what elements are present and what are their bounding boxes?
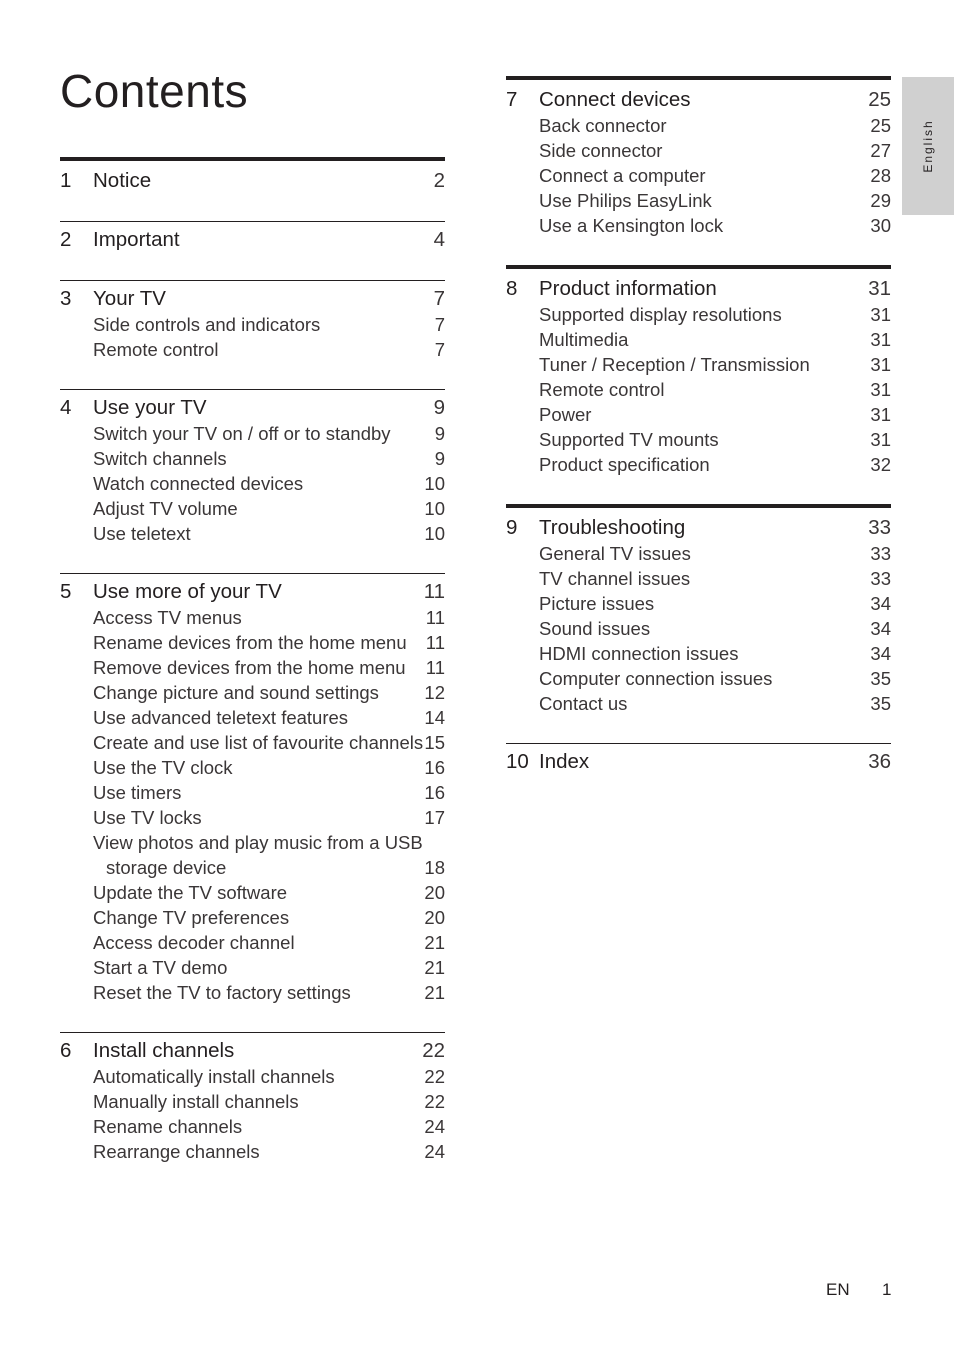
chapter-page-number: 31 bbox=[868, 277, 891, 300]
chapter-number: 5 bbox=[60, 580, 72, 603]
entry-page-number: 27 bbox=[870, 140, 891, 161]
toc-entry[interactable] bbox=[60, 655, 445, 680]
chapter-number: 10 bbox=[506, 750, 529, 773]
toc-entry[interactable] bbox=[506, 163, 891, 188]
toc-entry[interactable] bbox=[60, 930, 445, 955]
entry-title: Reset the TV to factory settings bbox=[93, 982, 351, 1003]
language-tab-label: English bbox=[921, 119, 935, 173]
entry-page-number: 34 bbox=[870, 618, 891, 639]
chapter-title: Index bbox=[539, 750, 590, 773]
entry-title: Connect a computer bbox=[539, 165, 706, 186]
toc-chapter-entry[interactable] bbox=[506, 749, 891, 775]
entry-title: View photos and play music from a USB bbox=[93, 832, 423, 853]
toc-entry[interactable] bbox=[506, 377, 891, 402]
chapter-number: 8 bbox=[506, 277, 518, 300]
entry-page-number: 14 bbox=[424, 707, 445, 728]
toc-entry[interactable] bbox=[60, 312, 445, 337]
toc-chapter-entry[interactable] bbox=[506, 276, 891, 302]
entry-title: Change picture and sound settings bbox=[93, 682, 379, 703]
toc-entry[interactable] bbox=[60, 905, 445, 930]
entry-page-number: 34 bbox=[870, 593, 891, 614]
toc-chapter-entry[interactable] bbox=[60, 168, 445, 194]
entry-title: Manually install channels bbox=[93, 1091, 299, 1112]
toc-section bbox=[60, 221, 445, 253]
chapter-page-number: 4 bbox=[433, 228, 445, 251]
footer-page-number: 1 bbox=[882, 1280, 892, 1299]
toc-entry[interactable] bbox=[60, 830, 445, 855]
entry-title: Power bbox=[539, 404, 592, 425]
toc-entry[interactable] bbox=[60, 1089, 445, 1114]
toc-section bbox=[60, 573, 445, 1005]
toc-entry[interactable] bbox=[60, 446, 445, 471]
toc-entry[interactable] bbox=[506, 113, 891, 138]
entry-page-number: 16 bbox=[424, 757, 445, 778]
entry-title: Supported TV mounts bbox=[539, 429, 719, 450]
toc-chapter-entry[interactable] bbox=[60, 1038, 445, 1064]
toc-chapter-entry[interactable] bbox=[60, 286, 445, 312]
language-tab bbox=[902, 77, 954, 215]
entry-title: Use teletext bbox=[93, 523, 191, 544]
toc-section bbox=[60, 389, 445, 546]
toc-column-left bbox=[60, 157, 445, 1191]
toc-section bbox=[60, 157, 445, 194]
entry-title: Start a TV demo bbox=[93, 957, 228, 978]
toc-section bbox=[506, 76, 891, 238]
toc-entry[interactable] bbox=[60, 521, 445, 546]
toc-entry[interactable] bbox=[60, 421, 445, 446]
toc-entry[interactable] bbox=[60, 805, 445, 830]
entry-title: Rename channels bbox=[93, 1116, 243, 1137]
entry-title: Adjust TV volume bbox=[93, 498, 238, 519]
entry-page-number: 11 bbox=[425, 657, 445, 678]
entry-page-number: 28 bbox=[870, 165, 891, 186]
toc-entry[interactable] bbox=[60, 337, 445, 362]
entry-page-number: 22 bbox=[424, 1091, 445, 1112]
toc-chapter-entry[interactable] bbox=[60, 227, 445, 253]
toc-entry[interactable] bbox=[506, 566, 891, 591]
toc-section bbox=[60, 1032, 445, 1164]
entry-title: Remote control bbox=[539, 379, 665, 400]
toc-entry[interactable] bbox=[506, 302, 891, 327]
chapter-number: 6 bbox=[60, 1039, 72, 1062]
chapter-page-number: 36 bbox=[868, 750, 891, 773]
toc-entry[interactable] bbox=[60, 880, 445, 905]
toc-chapter-entry[interactable] bbox=[60, 395, 445, 421]
entry-title: Tuner / Reception / Transmission bbox=[539, 354, 810, 375]
chapter-page-number: 7 bbox=[433, 287, 445, 310]
toc-chapter-entry[interactable] bbox=[60, 579, 445, 605]
entry-title: Supported display resolutions bbox=[539, 304, 782, 325]
toc-entry[interactable] bbox=[506, 213, 891, 238]
entry-page-number: 11 bbox=[425, 607, 445, 628]
entry-title: Switch your TV on / off or to standby bbox=[93, 423, 391, 444]
chapter-title: Use your TV bbox=[93, 396, 207, 419]
entry-title: Computer connection issues bbox=[539, 668, 773, 689]
toc-entry[interactable] bbox=[506, 188, 891, 213]
chapter-page-number: 9 bbox=[433, 396, 445, 419]
toc-entry[interactable] bbox=[60, 755, 445, 780]
toc-entry[interactable] bbox=[506, 352, 891, 377]
chapter-title: Important bbox=[93, 228, 180, 251]
entry-page-number: 22 bbox=[424, 1066, 445, 1087]
entry-page-number: 15 bbox=[424, 732, 445, 753]
toc-entry[interactable] bbox=[506, 691, 891, 716]
entry-title: Side controls and indicators bbox=[93, 314, 321, 335]
chapter-title: Use more of your TV bbox=[93, 580, 282, 603]
toc-entry[interactable] bbox=[60, 955, 445, 980]
entry-title: Rename devices from the home menu bbox=[93, 632, 407, 653]
entry-page-number: 11 bbox=[425, 632, 445, 653]
toc-chapter-entry[interactable] bbox=[506, 515, 891, 541]
toc-section bbox=[506, 265, 891, 477]
entry-page-number: 31 bbox=[870, 404, 891, 425]
entry-title: Access TV menus bbox=[93, 607, 242, 628]
chapter-number: 1 bbox=[60, 169, 72, 192]
toc-section bbox=[60, 280, 445, 362]
entry-page-number: 34 bbox=[870, 643, 891, 664]
entry-title: HDMI connection issues bbox=[539, 643, 739, 664]
toc-entry[interactable] bbox=[506, 427, 891, 452]
toc-entry[interactable] bbox=[60, 630, 445, 655]
entry-page-number: 33 bbox=[870, 568, 891, 589]
entry-title: TV channel issues bbox=[539, 568, 691, 589]
chapter-page-number: 22 bbox=[422, 1039, 445, 1062]
toc-entry[interactable] bbox=[506, 616, 891, 641]
entry-page-number: 31 bbox=[870, 304, 891, 325]
entry-title: Side connector bbox=[539, 140, 663, 161]
entry-page-number: 16 bbox=[424, 782, 445, 803]
entry-page-number: 9 bbox=[434, 423, 445, 444]
entry-page-number: 17 bbox=[424, 807, 445, 828]
toc-entry[interactable] bbox=[506, 402, 891, 427]
entry-page-number: 12 bbox=[424, 682, 445, 703]
entry-title: Switch channels bbox=[93, 448, 227, 469]
entry-title: Change TV preferences bbox=[93, 907, 290, 928]
entry-page-number: 31 bbox=[870, 354, 891, 375]
toc-entry[interactable] bbox=[506, 138, 891, 163]
toc-entry[interactable] bbox=[60, 705, 445, 730]
entry-page-number: 31 bbox=[870, 379, 891, 400]
entry-title: Create and use list of favourite channels bbox=[93, 732, 424, 753]
chapter-number: 3 bbox=[60, 287, 72, 310]
entry-page-number: 20 bbox=[424, 882, 445, 903]
entry-page-number: 7 bbox=[434, 314, 445, 335]
entry-title: Sound issues bbox=[539, 618, 651, 639]
chapter-number: 9 bbox=[506, 516, 518, 539]
toc-entry[interactable] bbox=[506, 327, 891, 352]
entry-title: Access decoder channel bbox=[93, 932, 295, 953]
chapter-page-number: 25 bbox=[868, 88, 891, 111]
toc-entry[interactable] bbox=[60, 605, 445, 630]
entry-page-number: 30 bbox=[870, 215, 891, 236]
entry-title: Back connector bbox=[539, 115, 667, 136]
chapter-page-number: 11 bbox=[423, 580, 445, 603]
toc-entry[interactable] bbox=[60, 680, 445, 705]
chapter-title: Connect devices bbox=[539, 88, 691, 111]
chapter-number: 7 bbox=[506, 88, 518, 111]
page-title: Contents bbox=[60, 65, 249, 117]
entry-title: Use timers bbox=[93, 782, 182, 803]
toc-entry[interactable] bbox=[60, 730, 445, 755]
footer-language-code: EN bbox=[826, 1280, 850, 1299]
entry-title: storage device bbox=[106, 857, 227, 878]
entry-page-number: 31 bbox=[870, 329, 891, 350]
entry-page-number: 25 bbox=[870, 115, 891, 136]
toc-entry[interactable] bbox=[60, 980, 445, 1005]
entry-page-number: 7 bbox=[434, 339, 445, 360]
entry-title: Product specification bbox=[539, 454, 710, 475]
entry-title: General TV issues bbox=[539, 543, 691, 564]
entry-page-number: 21 bbox=[424, 957, 445, 978]
entry-title: Use a Kensington lock bbox=[539, 215, 724, 236]
entry-title: Use advanced teletext features bbox=[93, 707, 349, 728]
chapter-title: Your TV bbox=[93, 287, 166, 310]
entry-page-number: 10 bbox=[424, 498, 445, 519]
entry-title: Use the TV clock bbox=[93, 757, 233, 778]
entry-title: Contact us bbox=[539, 693, 628, 714]
entry-title: Update the TV software bbox=[93, 882, 288, 903]
entry-page-number: 29 bbox=[870, 190, 891, 211]
chapter-page-number: 33 bbox=[868, 516, 891, 539]
toc-entry[interactable] bbox=[506, 666, 891, 691]
toc-chapter-entry[interactable] bbox=[506, 87, 891, 113]
entry-title: Automatically install channels bbox=[93, 1066, 335, 1087]
entry-page-number: 33 bbox=[870, 543, 891, 564]
entry-title: Rearrange channels bbox=[93, 1141, 260, 1162]
chapter-number: 4 bbox=[60, 396, 72, 419]
toc-entry[interactable] bbox=[60, 471, 445, 496]
entry-page-number: 31 bbox=[870, 429, 891, 450]
toc-section bbox=[506, 504, 891, 716]
entry-title: Use Philips EasyLink bbox=[539, 190, 712, 211]
entry-page-number: 10 bbox=[424, 523, 445, 544]
toc-entry[interactable] bbox=[506, 452, 891, 477]
entry-page-number: 24 bbox=[424, 1141, 445, 1162]
toc-entry[interactable] bbox=[60, 855, 445, 880]
chapter-page-number: 2 bbox=[433, 169, 445, 192]
chapter-title: Install channels bbox=[93, 1039, 235, 1062]
entry-title: Picture issues bbox=[539, 593, 655, 614]
chapter-title: Product information bbox=[539, 277, 717, 300]
toc-column-right bbox=[506, 76, 891, 802]
entry-page-number: 9 bbox=[434, 448, 445, 469]
toc-entry[interactable] bbox=[60, 1139, 445, 1164]
entry-page-number: 21 bbox=[424, 932, 445, 953]
toc-entry[interactable] bbox=[60, 1114, 445, 1139]
entry-title: Watch connected devices bbox=[93, 473, 304, 494]
entry-title: Remote control bbox=[93, 339, 219, 360]
toc-entry[interactable] bbox=[60, 780, 445, 805]
entry-page-number: 35 bbox=[870, 693, 891, 714]
entry-page-number: 24 bbox=[424, 1116, 445, 1137]
entry-page-number: 10 bbox=[424, 473, 445, 494]
toc-entry[interactable] bbox=[506, 641, 891, 666]
entry-page-number: 35 bbox=[870, 668, 891, 689]
entry-title: Use TV locks bbox=[93, 807, 202, 828]
entry-title: Remove devices from the home menu bbox=[93, 657, 406, 678]
toc-entry[interactable] bbox=[60, 496, 445, 521]
toc-entry[interactable] bbox=[506, 541, 891, 566]
entry-page-number: 20 bbox=[424, 907, 445, 928]
toc-entry[interactable] bbox=[506, 591, 891, 616]
entry-page-number: 21 bbox=[424, 982, 445, 1003]
toc-entry[interactable] bbox=[60, 1064, 445, 1089]
entry-title: Multimedia bbox=[539, 329, 629, 350]
chapter-title: Troubleshooting bbox=[539, 516, 686, 539]
chapter-number: 2 bbox=[60, 228, 72, 251]
entry-page-number: 18 bbox=[424, 857, 445, 878]
entry-page-number: 32 bbox=[870, 454, 891, 475]
chapter-title: Notice bbox=[93, 169, 152, 192]
toc-section bbox=[506, 743, 891, 775]
